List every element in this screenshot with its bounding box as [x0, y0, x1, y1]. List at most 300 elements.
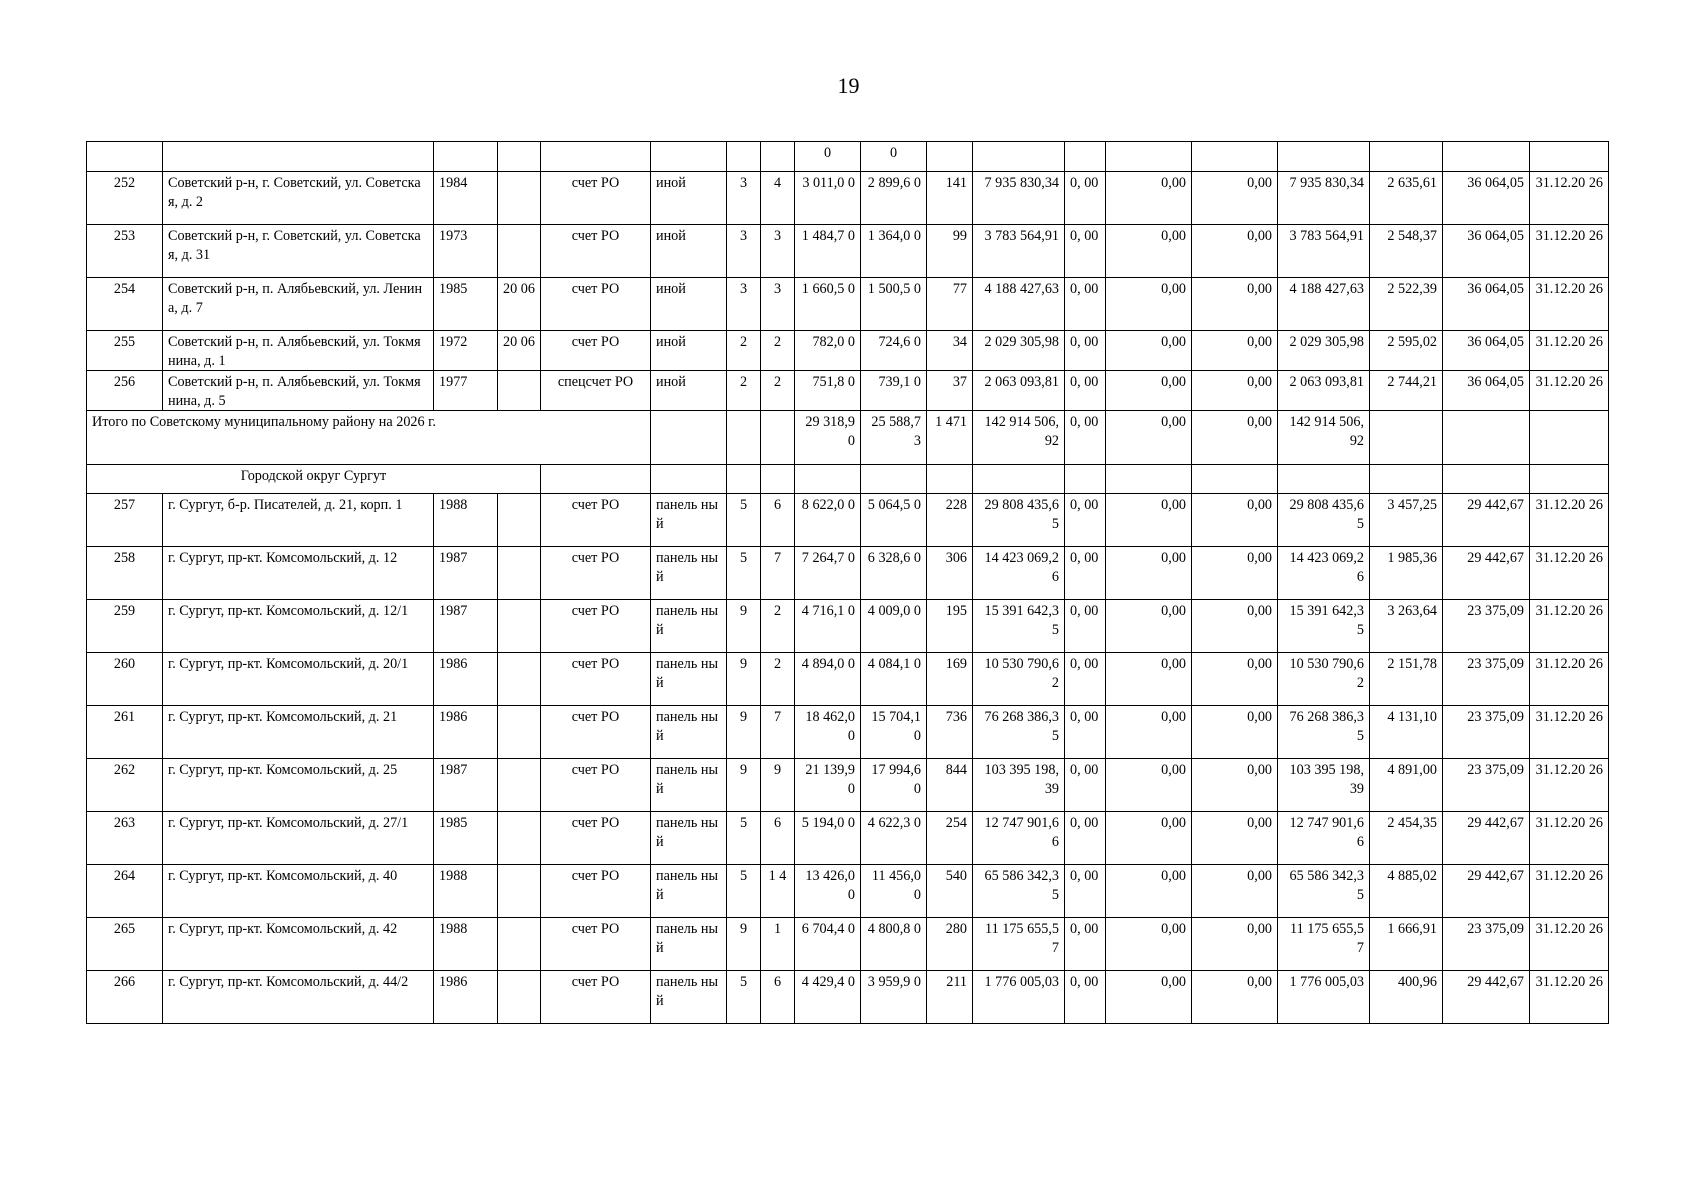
cell-limit-cost: 23 375,09: [1443, 706, 1530, 759]
cell-fund-method: счет РО: [541, 865, 651, 918]
cell-address: Советский р-н, п. Алябьевский, ул. Токмянина, д. 5: [163, 371, 434, 411]
cell-entrances: 3: [761, 278, 795, 331]
cell-cost: 4 188 427,63: [973, 278, 1065, 331]
cell-year-built: 1985: [434, 278, 498, 331]
table-row: [87, 494, 1609, 547]
cell-wall-material: иной: [651, 278, 727, 331]
cell-col15: 0,00: [1106, 547, 1192, 600]
cell-planned-date: 31.12.20 26: [1530, 600, 1609, 653]
cell-address: Советский р-н, г. Советский, ул. Советская, д. 2: [163, 172, 434, 225]
cell-cost: 2 063 093,81: [973, 371, 1065, 411]
cell-area-total: 3 011,0 0: [795, 172, 861, 225]
cell-unit-cost: 2 548,37: [1370, 225, 1443, 278]
cell-cost: 11 175 655,57: [973, 918, 1065, 971]
cell-area-living: 5 064,5 0: [861, 494, 927, 547]
cell-year-overhaul: 20 06: [498, 278, 541, 331]
cell-unit-cost: 2 744,21: [1370, 371, 1443, 411]
cell-residents: 540: [927, 865, 973, 918]
cell-limit-cost: 29 442,67: [1443, 971, 1530, 1024]
cell-area-total: 751,8 0: [795, 371, 861, 411]
housing-register-table: [86, 141, 1609, 1024]
cell-col15: 0,00: [1106, 494, 1192, 547]
cell-planned-date: 31.12.20 26: [1530, 759, 1609, 812]
cell-floors: 9: [727, 759, 761, 812]
table-row: [87, 172, 1609, 225]
cell-cost: 65 586 342,35: [973, 865, 1065, 918]
cell-col16: 0,00: [1192, 918, 1278, 971]
cell-col17: 103 395 198,39: [1278, 759, 1370, 812]
cell-wall-material: панель ный: [651, 865, 727, 918]
cell-entrances: 2: [761, 653, 795, 706]
cell-cost: 10 530 790,62: [973, 653, 1065, 706]
table-row-continuation: [87, 142, 1609, 172]
cell-continuation: 0: [861, 142, 927, 172]
cell-area-total: 4 894,0 0: [795, 653, 861, 706]
cell-limit-cost: 29 442,67: [1443, 865, 1530, 918]
cell-entrances: 2: [761, 600, 795, 653]
cell-col16: 0,00: [1192, 278, 1278, 331]
cell-year-overhaul: [498, 971, 541, 1024]
total-col14: 0, 00: [1065, 411, 1106, 465]
cell-number: 254: [87, 278, 163, 331]
cell-limit-cost: 23 375,09: [1443, 918, 1530, 971]
cell-number: 263: [87, 812, 163, 865]
cell-number: 262: [87, 759, 163, 812]
cell-number: 252: [87, 172, 163, 225]
cell-wall-material: иной: [651, 371, 727, 411]
cell-area-living: 1 364,0 0: [861, 225, 927, 278]
cell-year-built: 1988: [434, 865, 498, 918]
cell-area-total: 1 484,7 0: [795, 225, 861, 278]
cell-floors: 5: [727, 547, 761, 600]
cell-col15: 0,00: [1106, 759, 1192, 812]
total-cost: 142 914 506,92: [973, 411, 1065, 465]
cell-number: 255: [87, 331, 163, 371]
cell-area-living: 15 704,1 0: [861, 706, 927, 759]
cell-area-living: 11 456,0 0: [861, 865, 927, 918]
cell-number: 260: [87, 653, 163, 706]
cell-fund-method: счет РО: [541, 918, 651, 971]
cell-residents: 844: [927, 759, 973, 812]
cell-limit-cost: 36 064,05: [1443, 278, 1530, 331]
table-body: [87, 142, 1609, 1024]
cell-floors: 5: [727, 865, 761, 918]
cell-unit-cost: 3 263,64: [1370, 600, 1443, 653]
cell-col17: 7 935 830,34: [1278, 172, 1370, 225]
cell-planned-date: 31.12.20 26: [1530, 865, 1609, 918]
cell-cost: 2 029 305,98: [973, 331, 1065, 371]
cell-limit-cost: 36 064,05: [1443, 172, 1530, 225]
cell-area-living: 4 084,1 0: [861, 653, 927, 706]
cell-entrances: 6: [761, 971, 795, 1024]
cell-col17: 65 586 342,35: [1278, 865, 1370, 918]
cell-fund-method: счет РО: [541, 278, 651, 331]
cell-col14: 0, 00: [1065, 918, 1106, 971]
cell-planned-date: 31.12.20 26: [1530, 225, 1609, 278]
cell-unit-cost: 400,96: [1370, 971, 1443, 1024]
total-col17: 142 914 506,92: [1278, 411, 1370, 465]
cell-planned-date: 31.12.20 26: [1530, 706, 1609, 759]
cell-col17: 14 423 069,26: [1278, 547, 1370, 600]
cell-entrances: 7: [761, 547, 795, 600]
cell-col17: 29 808 435,65: [1278, 494, 1370, 547]
cell-area-total: 21 139,9 0: [795, 759, 861, 812]
cell-col17: 11 175 655,57: [1278, 918, 1370, 971]
cell-fund-method: спецсчет РО: [541, 371, 651, 411]
cell-col16: 0,00: [1192, 706, 1278, 759]
cell-wall-material: панель ный: [651, 706, 727, 759]
cell-year-built: 1988: [434, 918, 498, 971]
cell-cost: 3 783 564,91: [973, 225, 1065, 278]
cell-floors: 9: [727, 706, 761, 759]
cell-col17: 2 029 305,98: [1278, 331, 1370, 371]
table-row: [87, 971, 1609, 1024]
cell-year-built: 1987: [434, 600, 498, 653]
cell-col14: 0, 00: [1065, 225, 1106, 278]
cell-area-total: 1 660,5 0: [795, 278, 861, 331]
cell-year-overhaul: [498, 706, 541, 759]
cell-year-overhaul: [498, 918, 541, 971]
cell-planned-date: 31.12.20 26: [1530, 371, 1609, 411]
cell-residents: 77: [927, 278, 973, 331]
cell-area-total: 18 462,0 0: [795, 706, 861, 759]
cell-entrances: 3: [761, 225, 795, 278]
cell-cost: 76 268 386,35: [973, 706, 1065, 759]
cell-cost: 15 391 642,35: [973, 600, 1065, 653]
cell-area-living: 1 500,5 0: [861, 278, 927, 331]
table-row: [87, 918, 1609, 971]
cell-area-living: 6 328,6 0: [861, 547, 927, 600]
cell-wall-material: панель ный: [651, 547, 727, 600]
cell-planned-date: 31.12.20 26: [1530, 971, 1609, 1024]
cell-residents: 195: [927, 600, 973, 653]
cell-fund-method: счет РО: [541, 547, 651, 600]
cell-col16: 0,00: [1192, 971, 1278, 1024]
cell-area-total: 6 704,4 0: [795, 918, 861, 971]
table-row: [87, 759, 1609, 812]
cell-unit-cost: 1 666,91: [1370, 918, 1443, 971]
cell-area-living: 724,6 0: [861, 331, 927, 371]
cell-col16: 0,00: [1192, 225, 1278, 278]
page-number: 19: [837, 73, 860, 98]
cell-fund-method: счет РО: [541, 812, 651, 865]
cell-area-total: 782,0 0: [795, 331, 861, 371]
cell-year-overhaul: [498, 371, 541, 411]
cell-area-total: 5 194,0 0: [795, 812, 861, 865]
cell-cost: 1 776 005,03: [973, 971, 1065, 1024]
cell-entrances: 4: [761, 172, 795, 225]
cell-col15: 0,00: [1106, 971, 1192, 1024]
cell-floors: 5: [727, 812, 761, 865]
table-row: [87, 371, 1609, 411]
cell-residents: 254: [927, 812, 973, 865]
cell-col16: 0,00: [1192, 172, 1278, 225]
cell-col16: 0,00: [1192, 371, 1278, 411]
cell-col14: 0, 00: [1065, 759, 1106, 812]
cell-entrances: 2: [761, 331, 795, 371]
cell-col14: 0, 00: [1065, 812, 1106, 865]
cell-limit-cost: 23 375,09: [1443, 653, 1530, 706]
total-area-living: 25 588,7 3: [861, 411, 927, 465]
cell-address: г. Сургут, б-р. Писателей, д. 21, корп. 1: [163, 494, 434, 547]
cell-col15: 0,00: [1106, 371, 1192, 411]
cell-planned-date: 31.12.20 26: [1530, 172, 1609, 225]
total-residents: 1 471: [927, 411, 973, 465]
cell-col15: 0,00: [1106, 653, 1192, 706]
cell-wall-material: панель ный: [651, 812, 727, 865]
cell-col14: 0, 00: [1065, 865, 1106, 918]
cell-col16: 0,00: [1192, 812, 1278, 865]
cell-year-overhaul: [498, 225, 541, 278]
cell-planned-date: 31.12.20 26: [1530, 918, 1609, 971]
cell-number: 266: [87, 971, 163, 1024]
table-row: [87, 653, 1609, 706]
cell-year-overhaul: [498, 547, 541, 600]
cell-limit-cost: 29 442,67: [1443, 494, 1530, 547]
cell-unit-cost: 2 151,78: [1370, 653, 1443, 706]
total-area-total: 29 318,9 0: [795, 411, 861, 465]
cell-col16: 0,00: [1192, 653, 1278, 706]
cell-col17: 1 776 005,03: [1278, 971, 1370, 1024]
cell-col15: 0,00: [1106, 865, 1192, 918]
cell-number: 256: [87, 371, 163, 411]
cell-year-built: 1986: [434, 971, 498, 1024]
cell-wall-material: панель ный: [651, 918, 727, 971]
cell-limit-cost: 23 375,09: [1443, 600, 1530, 653]
cell-floors: 2: [727, 371, 761, 411]
cell-col15: 0,00: [1106, 600, 1192, 653]
cell-col14: 0, 00: [1065, 494, 1106, 547]
cell-year-overhaul: [498, 653, 541, 706]
cell-residents: 211: [927, 971, 973, 1024]
cell-address: г. Сургут, пр-кт. Комсомольский, д. 20/1: [163, 653, 434, 706]
cell-col16: 0,00: [1192, 600, 1278, 653]
cell-planned-date: 31.12.20 26: [1530, 331, 1609, 371]
cell-col16: 0,00: [1192, 865, 1278, 918]
cell-fund-method: счет РО: [541, 706, 651, 759]
cell-address: г. Сургут, пр-кт. Комсомольский, д. 40: [163, 865, 434, 918]
cell-col16: 0,00: [1192, 331, 1278, 371]
cell-entrances: 6: [761, 812, 795, 865]
cell-floors: 3: [727, 225, 761, 278]
cell-wall-material: иной: [651, 172, 727, 225]
cell-year-built: 1987: [434, 547, 498, 600]
cell-number: 253: [87, 225, 163, 278]
cell-year-built: 1973: [434, 225, 498, 278]
cell-col14: 0, 00: [1065, 278, 1106, 331]
cell-entrances: 9: [761, 759, 795, 812]
cell-year-overhaul: [498, 600, 541, 653]
cell-year-built: 1985: [434, 812, 498, 865]
cell-planned-date: 31.12.20 26: [1530, 494, 1609, 547]
cell-col17: 12 747 901,66: [1278, 812, 1370, 865]
cell-col17: 3 783 564,91: [1278, 225, 1370, 278]
cell-unit-cost: 4 891,00: [1370, 759, 1443, 812]
cell-address: г. Сургут, пр-кт. Комсомольский, д. 42: [163, 918, 434, 971]
cell-address: г. Сургут, пр-кт. Комсомольский, д. 44/2: [163, 971, 434, 1024]
cell-year-overhaul: [498, 865, 541, 918]
cell-residents: 736: [927, 706, 973, 759]
cell-col15: 0,00: [1106, 172, 1192, 225]
cell-number: 258: [87, 547, 163, 600]
cell-floors: 9: [727, 653, 761, 706]
cell-planned-date: 31.12.20 26: [1530, 653, 1609, 706]
cell-unit-cost: 2 595,02: [1370, 331, 1443, 371]
cell-limit-cost: 29 442,67: [1443, 812, 1530, 865]
cell-residents: 141: [927, 172, 973, 225]
cell-cost: 14 423 069,26: [973, 547, 1065, 600]
cell-limit-cost: 36 064,05: [1443, 331, 1530, 371]
section-title: Городской округ Сургут: [87, 465, 541, 494]
cell-address: Советский р-н, п. Алябьевский, ул. Ленина, д. 7: [163, 278, 434, 331]
cell-floors: 9: [727, 600, 761, 653]
cell-col14: 0, 00: [1065, 653, 1106, 706]
cell-year-overhaul: [498, 494, 541, 547]
cell-year-built: 1986: [434, 706, 498, 759]
cell-area-total: 8 622,0 0: [795, 494, 861, 547]
cell-floors: 5: [727, 971, 761, 1024]
cell-continuation: 0: [795, 142, 861, 172]
cell-address: Советский р-н, г. Советский, ул. Советская, д. 31: [163, 225, 434, 278]
table-row: [87, 865, 1609, 918]
cell-floors: 9: [727, 918, 761, 971]
cell-cost: 7 935 830,34: [973, 172, 1065, 225]
cell-limit-cost: 23 375,09: [1443, 759, 1530, 812]
cell-wall-material: панель ный: [651, 759, 727, 812]
cell-col14: 0, 00: [1065, 706, 1106, 759]
cell-unit-cost: 4 885,02: [1370, 865, 1443, 918]
cell-col14: 0, 00: [1065, 971, 1106, 1024]
total-col16: 0,00: [1192, 411, 1278, 465]
cell-year-built: 1988: [434, 494, 498, 547]
cell-fund-method: счет РО: [541, 653, 651, 706]
cell-wall-material: иной: [651, 331, 727, 371]
cell-fund-method: счет РО: [541, 172, 651, 225]
cell-year-built: 1984: [434, 172, 498, 225]
cell-residents: 169: [927, 653, 973, 706]
cell-area-living: 3 959,9 0: [861, 971, 927, 1024]
cell-col15: 0,00: [1106, 278, 1192, 331]
cell-fund-method: счет РО: [541, 759, 651, 812]
cell-year-overhaul: [498, 172, 541, 225]
cell-area-living: 739,1 0: [861, 371, 927, 411]
cell-col16: 0,00: [1192, 759, 1278, 812]
cell-wall-material: панель ный: [651, 971, 727, 1024]
section-header-row: [87, 465, 1609, 494]
cell-floors: 3: [727, 278, 761, 331]
cell-cost: 29 808 435,65: [973, 494, 1065, 547]
cell-col14: 0, 00: [1065, 371, 1106, 411]
table-row: [87, 278, 1609, 331]
cell-area-living: 4 009,0 0: [861, 600, 927, 653]
cell-limit-cost: 36 064,05: [1443, 225, 1530, 278]
cell-residents: 280: [927, 918, 973, 971]
cell-col16: 0,00: [1192, 494, 1278, 547]
cell-year-overhaul: [498, 759, 541, 812]
cell-unit-cost: 2 635,61: [1370, 172, 1443, 225]
table-row: [87, 600, 1609, 653]
table-row: [87, 547, 1609, 600]
cell-col17: 15 391 642,35: [1278, 600, 1370, 653]
cell-area-total: 13 426,0 0: [795, 865, 861, 918]
cell-unit-cost: 2 522,39: [1370, 278, 1443, 331]
cell-year-overhaul: 20 06: [498, 331, 541, 371]
total-label: Итого по Советскому муниципальному району на 2026 г.: [87, 411, 651, 465]
cell-area-living: 2 899,6 0: [861, 172, 927, 225]
cell-residents: 99: [927, 225, 973, 278]
cell-number: 257: [87, 494, 163, 547]
cell-area-living: 4 622,3 0: [861, 812, 927, 865]
cell-residents: 306: [927, 547, 973, 600]
cell-unit-cost: 4 131,10: [1370, 706, 1443, 759]
cell-floors: 3: [727, 172, 761, 225]
cell-address: г. Сургут, пр-кт. Комсомольский, д. 21: [163, 706, 434, 759]
cell-number: 261: [87, 706, 163, 759]
cell-area-living: 17 994,6 0: [861, 759, 927, 812]
cell-area-total: 4 716,1 0: [795, 600, 861, 653]
table-row: [87, 225, 1609, 278]
cell-entrances: 2: [761, 371, 795, 411]
cell-address: Советский р-н, п. Алябьевский, ул. Токмянина, д. 1: [163, 331, 434, 371]
cell-col17: 4 188 427,63: [1278, 278, 1370, 331]
cell-col14: 0, 00: [1065, 600, 1106, 653]
cell-unit-cost: 3 457,25: [1370, 494, 1443, 547]
cell-col14: 0, 00: [1065, 331, 1106, 371]
cell-residents: 37: [927, 371, 973, 411]
cell-cost: 103 395 198,39: [973, 759, 1065, 812]
cell-unit-cost: 2 454,35: [1370, 812, 1443, 865]
cell-residents: 228: [927, 494, 973, 547]
cell-year-built: 1977: [434, 371, 498, 411]
cell-fund-method: счет РО: [541, 225, 651, 278]
cell-wall-material: иной: [651, 225, 727, 278]
cell-fund-method: счет РО: [541, 971, 651, 1024]
table-row: [87, 331, 1609, 371]
cell-fund-method: счет РО: [541, 494, 651, 547]
cell-area-total: 7 264,7 0: [795, 547, 861, 600]
cell-col17: 2 063 093,81: [1278, 371, 1370, 411]
cell-col15: 0,00: [1106, 812, 1192, 865]
cell-floors: 5: [727, 494, 761, 547]
cell-limit-cost: 29 442,67: [1443, 547, 1530, 600]
section-total-row: [87, 411, 1609, 465]
cell-entrances: 1 4: [761, 865, 795, 918]
cell-number: 264: [87, 865, 163, 918]
cell-col17: 10 530 790,62: [1278, 653, 1370, 706]
cell-area-living: 4 800,8 0: [861, 918, 927, 971]
table-row: [87, 706, 1609, 759]
cell-year-built: 1987: [434, 759, 498, 812]
cell-address: г. Сургут, пр-кт. Комсомольский, д. 12: [163, 547, 434, 600]
cell-entrances: 6: [761, 494, 795, 547]
cell-address: г. Сургут, пр-кт. Комсомольский, д. 27/1: [163, 812, 434, 865]
cell-col15: 0,00: [1106, 331, 1192, 371]
cell-col15: 0,00: [1106, 225, 1192, 278]
cell-col17: 76 268 386,35: [1278, 706, 1370, 759]
cell-planned-date: 31.12.20 26: [1530, 812, 1609, 865]
cell-planned-date: 31.12.20 26: [1530, 278, 1609, 331]
cell-year-built: 1986: [434, 653, 498, 706]
cell-col15: 0,00: [1106, 706, 1192, 759]
cell-year-overhaul: [498, 812, 541, 865]
cell-entrances: 1: [761, 918, 795, 971]
cell-col14: 0, 00: [1065, 547, 1106, 600]
cell-unit-cost: 1 985,36: [1370, 547, 1443, 600]
cell-fund-method: счет РО: [541, 331, 651, 371]
cell-address: г. Сургут, пр-кт. Комсомольский, д. 12/1: [163, 600, 434, 653]
cell-cost: 12 747 901,66: [973, 812, 1065, 865]
cell-col15: 0,00: [1106, 918, 1192, 971]
